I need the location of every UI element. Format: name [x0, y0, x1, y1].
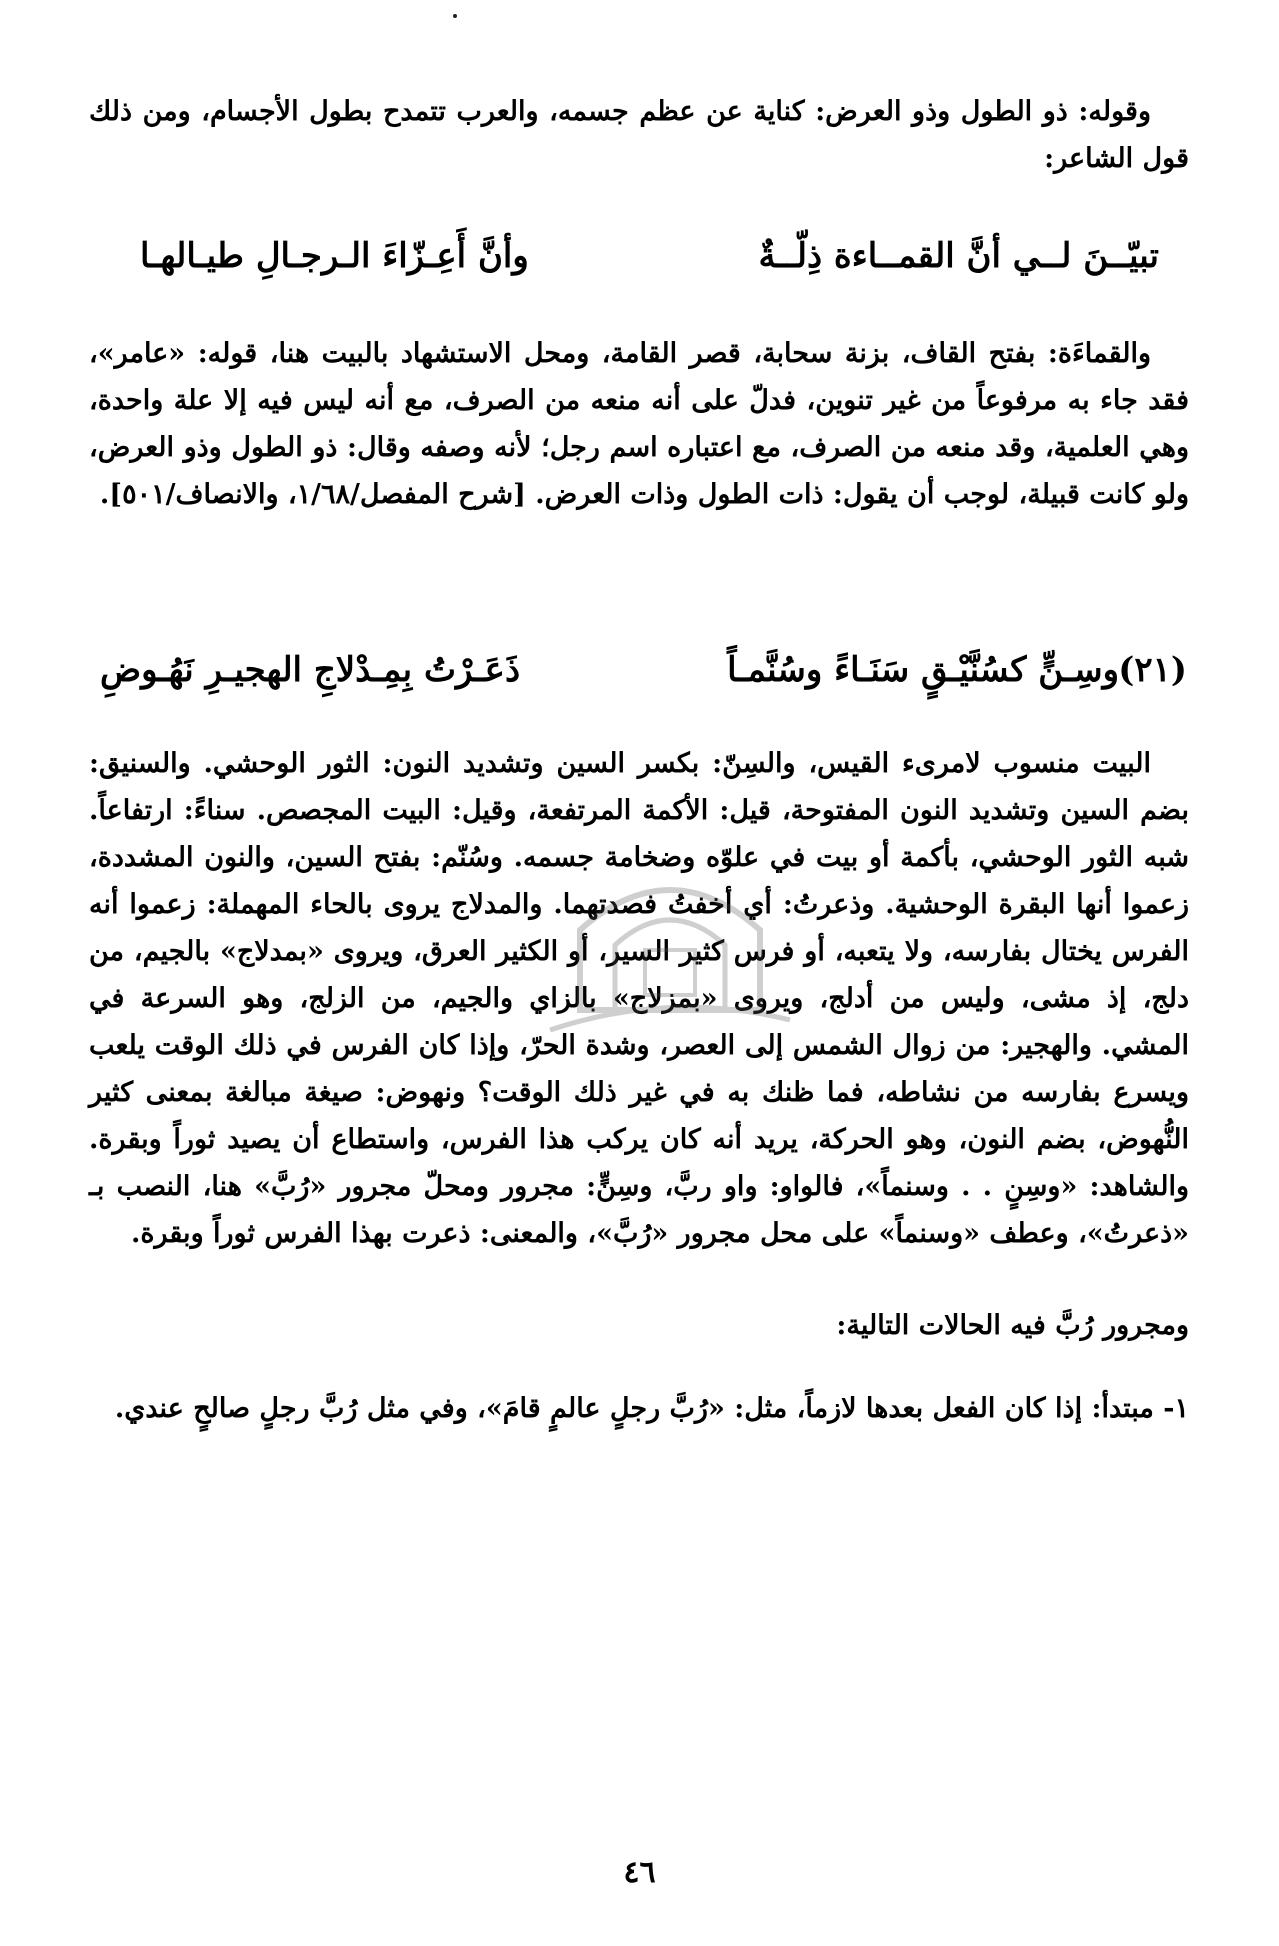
intro-paragraph: وقوله: ذو الطول وذو العرض: كناية عن عظم جسمه، والعرب تتمدح بطول الأجسام، ومن ذلك قول الشاعر: — [89, 96, 1189, 174]
verse21-first-hemistich: وسِـنٍّ كسُنَّيْـقٍ سَنَـاءً وسُنَّمـاً — [727, 650, 1119, 690]
page-number: ٤٦ — [623, 1855, 656, 1890]
list-item-1: ١- مبتدأ: إذا كان الفعل بعدها لازماً، مثل: «رُبَّ رجلٍ عالمٍ قامَ»، وفي مثل رُبَّ رجلٍ صالحٍ عندي. — [114, 1393, 1189, 1424]
library-seal-watermark — [540, 840, 800, 1050]
verse21-second-hemistich: ذَعَـرْتُ بِمِـدْلاجِ الهجيـرِ نَهُـوضِ — [100, 650, 521, 690]
states-intro: ومجرور رُبَّ فيه الحالات التالية: — [836, 1310, 1189, 1341]
ink-dot — [453, 14, 457, 18]
verse-number: (٢١) — [1118, 650, 1187, 690]
explanation-paragraph-2: البيت منسوب لامرىء القيس، والسِنّ: بكسر السين وتشديد النون: الثور الوحشي. والسنيق: بضم السين وتشديد النون المفتوحة، قيل: الأكمة المرتفعة، وقيل: البيت المجصص. سناءً: ارتفاعاً. شبه الثور الوحشي، بأكمة أو بيت في علوّه وضخامة جسمه. وسُنّم: بفتح السين، والنون المشددة، زعموا أنها البقرة الوحشية. وذعرتُ: أي أخفتُ فصدتهما. والمدلاج يروى بالحاء المهملة: زعموا أنه الفرس يختال بفارسه، ولا يتعبه، أو فرس كثير السير، أو الكثير العرق، ويروى «بمدلاج» بالجيم، من دلج، إذ مشى، وليس من أدلج، ويروى «بمزلاج» بالزاي والجيم، من الزلج، وهو السرعة في المشي. والهجير: من زوال الشمس إلى العصر، وشدة الحرّ، وإذا كان الفرس في ذلك الوقت يلعب ويسرع بفارسه من نشاطه، فما ظنك به في غير ذلك الوقت؟ ونهوض: صيغة مبالغة بمعنى كثير النُّهوض، بضم النون، وهو الحركة، يريد أنه كان يركب هذا الفرس، واستطاع أن يصيد ثوراً وبقرة. والشاهد: «وسِنٍ . . وسنماً»، فالواو: واو ربَّ، وسِنٍّ: مجرور ومحلّ مجرور «رُبَّ» هنا، النصب بـ «ذعرتُ»، وعطف «وسنماً» على محل مجرور «رُبَّ»، والمعنى: ذعرت بهذا الفرس ثوراً وبقرة. — [89, 748, 1190, 1249]
explanation-paragraph-1: والقماءَة: بفتح القاف، بزنة سحابة، قصر القامة، ومحل الاستشهاد بالبيت هنا، قوله: «عامر»، فقد جاء به مرفوعاً من غير تنوين، فدلّ على أنه منعه من الصرف، مع أنه ليس فيه إلا علة واحدة، وهي العلمية، وقد منعه من الصرف، مع اعتباره اسم رجل؛ لأنه وصفه وقال: ذو الطول وذو العرض، ولو كانت قبيلة، لوجب أن يقول: ذات الطول وذات العرض. [شرح المفصل/١/٦٨، والانصاف/٥٠١]. — [89, 338, 1189, 510]
verse1-first-hemistich: تبيّــنَ لــي أنَّ القمــاءة ذِلّــةٌ — [758, 236, 1159, 276]
verse1-second-hemistich: وأنَّ أَعِـزّاءَ الـرجـالِ طيـالهـا — [140, 236, 529, 276]
